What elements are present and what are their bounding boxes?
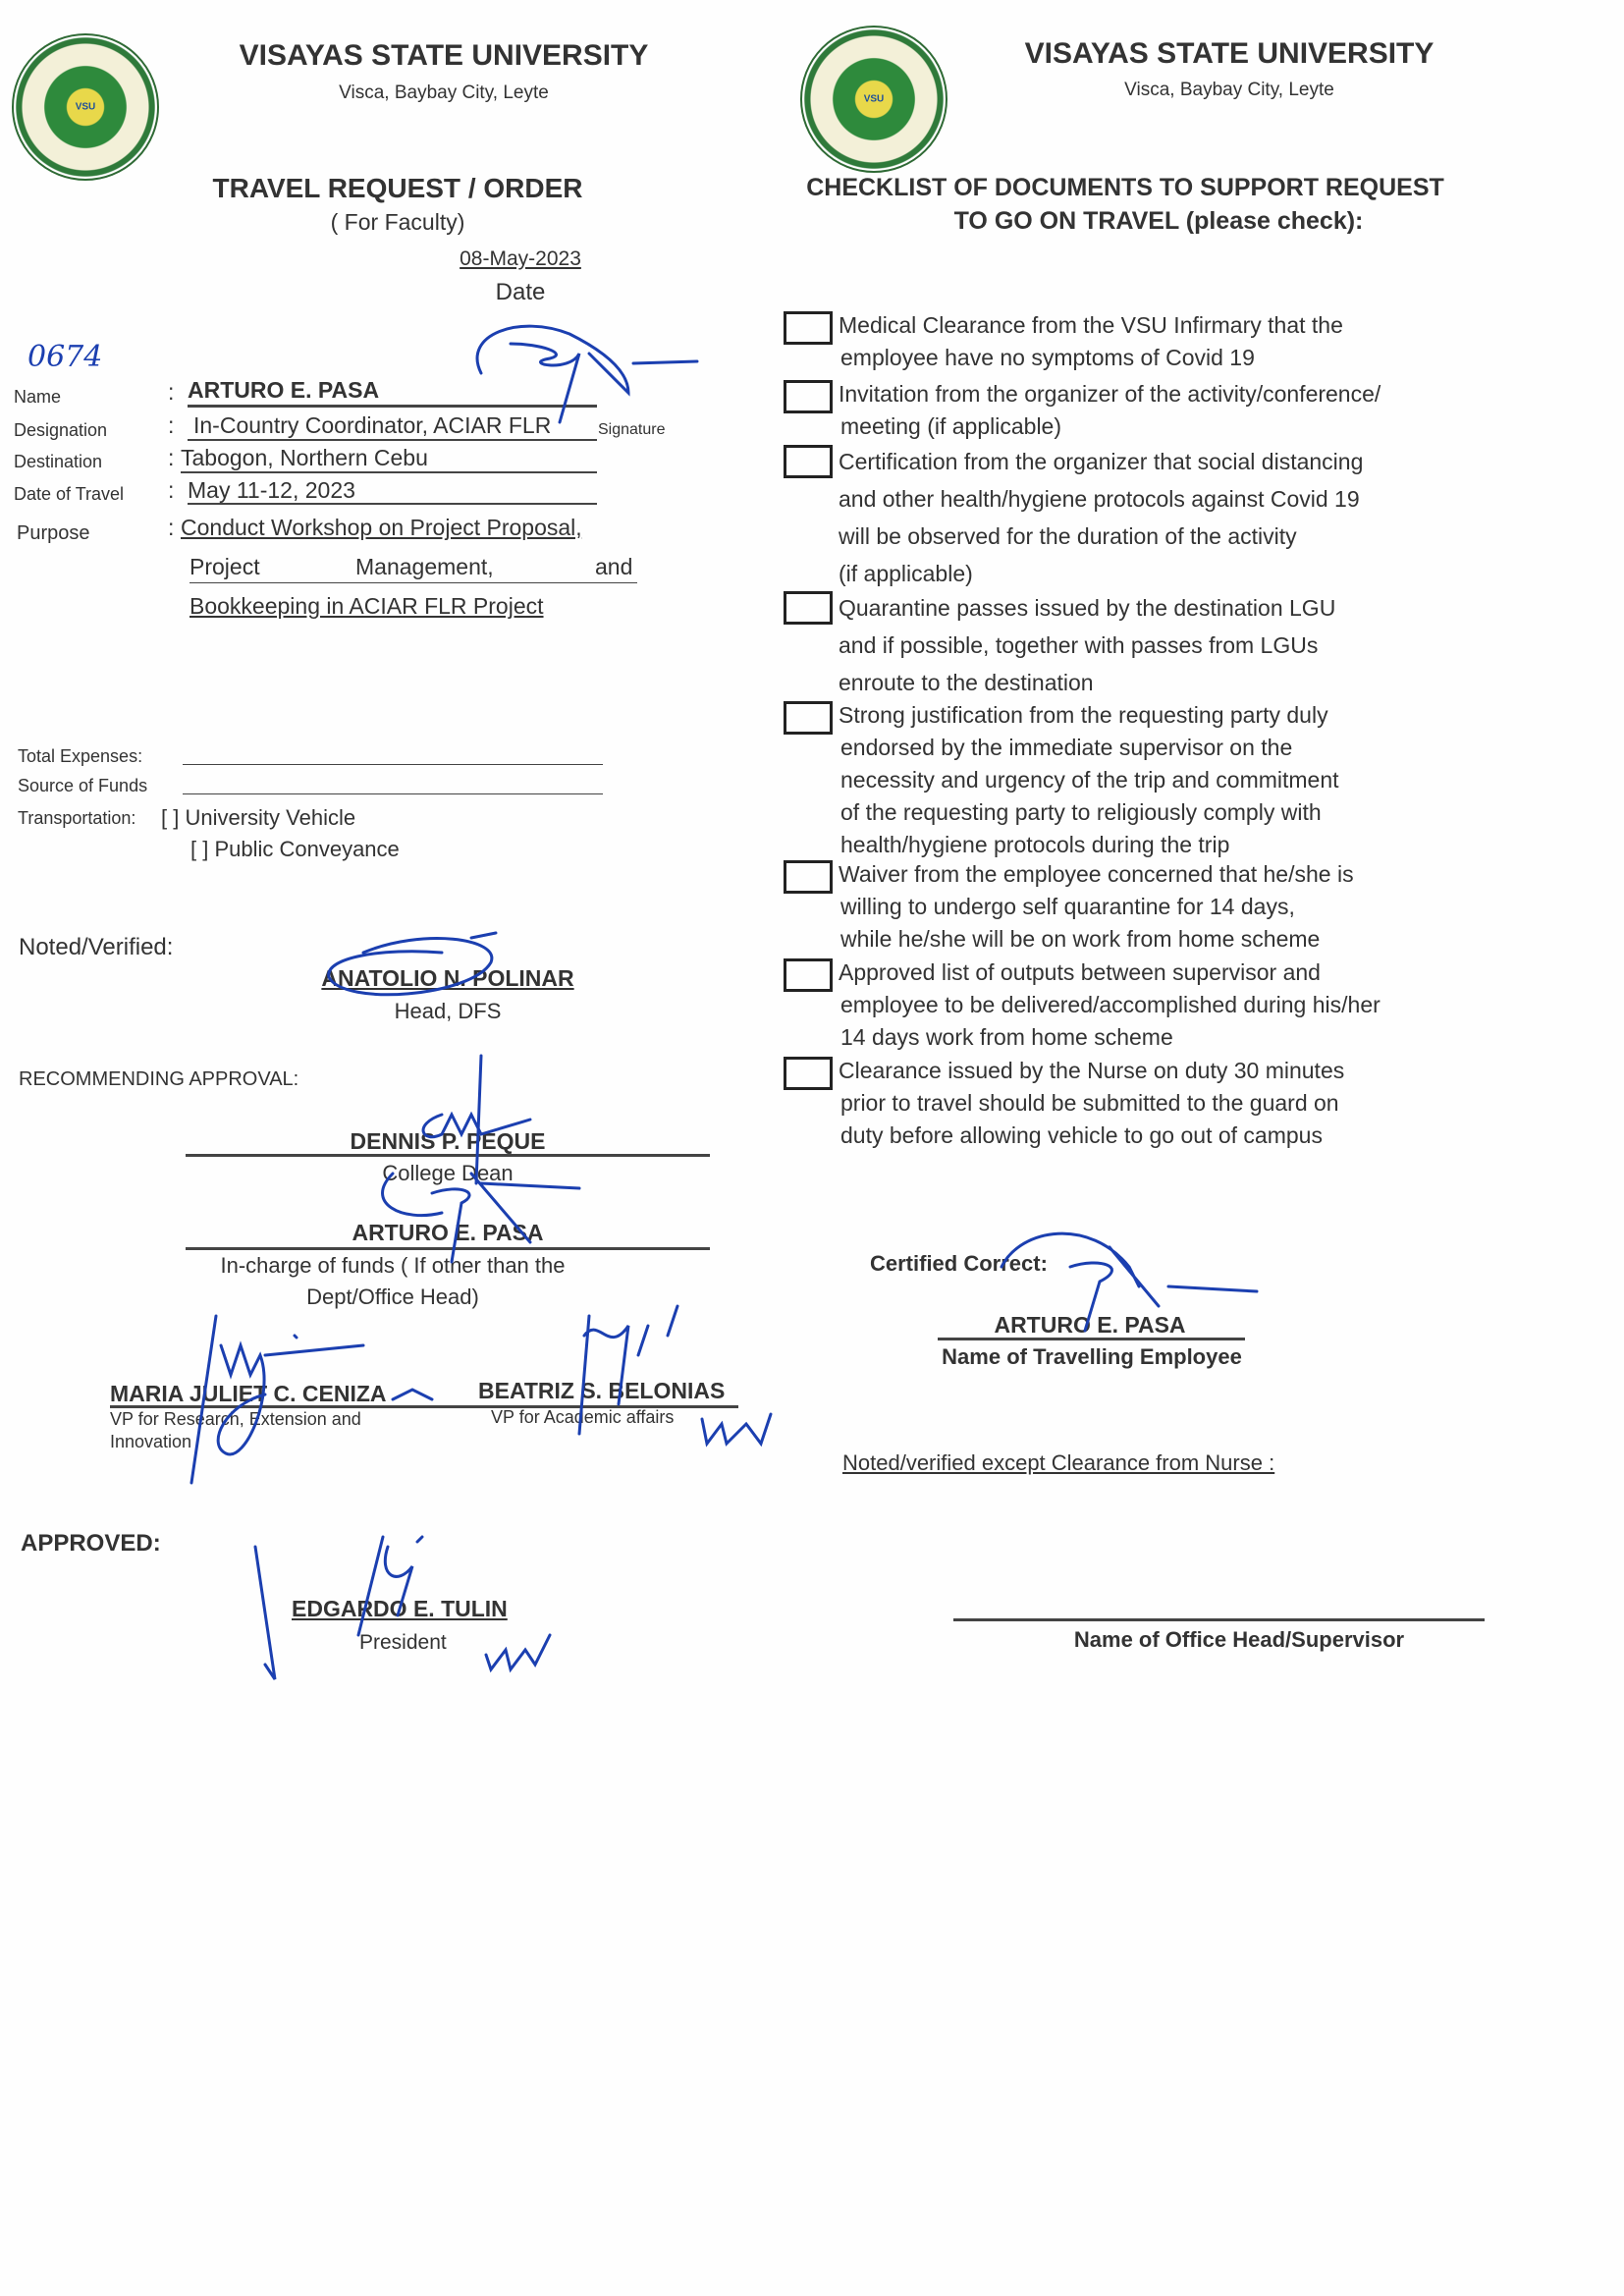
source-of-funds-field[interactable] [183,793,603,794]
approved-label: APPROVED: [21,1530,161,1557]
checklist-item-line: duty before allowing vehicle to go out of campus [840,1122,1323,1148]
name-value: ARTURO E. PASA [188,377,380,403]
purpose-line-3: Bookkeeping in ACIAR FLR Project [189,593,544,619]
signature-applicant [461,314,707,422]
checklist-checkbox[interactable] [784,311,833,345]
checklist-title-1: CHECKLIST OF DOCUMENTS TO SUPPORT REQUEST [806,174,1444,201]
checklist-item-line: prior to travel should be submitted to the guard on [840,1090,1339,1116]
checklist-item-line: will be observed for the duration of the activity [839,523,1297,549]
purpose-line-1: Conduct Workshop on Project Proposal, [181,515,582,540]
purpose-line-2a: Project [189,554,260,579]
funds-name: ARTURO E. PASA [352,1220,544,1245]
purpose-line-2b: Management, [355,554,494,579]
president-title: President [359,1631,447,1654]
transport-university-vehicle[interactable]: [ ] University Vehicle [161,805,356,830]
noted-except-label: Noted/verified except Clearance from Nurse : [842,1450,1275,1475]
signature-pasa-funds [363,1144,579,1272]
purpose-line-2c: and [595,554,633,579]
date-label: Date [495,279,546,305]
university-name: VISAYAS STATE UNIVERSITY [239,39,649,72]
supervisor-signature-line[interactable] [953,1618,1485,1621]
checklist-item-line: and if possible, together with passes from LGUs [839,632,1319,658]
checklist-checkbox[interactable] [784,591,833,625]
checklist-item-line: while he/she will be on work from home scheme [840,926,1321,952]
vp1-title-1: VP for Research, Extension and [110,1409,361,1429]
checklist-item [839,858,1354,956]
name-label: Name [14,387,62,407]
vp2-title: VP for Academic affairs [491,1407,675,1427]
university-name-right: VISAYAS STATE UNIVERSITY [1024,37,1435,70]
funds-title-1: In-charge of funds ( If other than the [220,1253,566,1278]
university-seal-right: VSU [800,26,947,173]
purpose-label: Purpose [17,522,90,544]
checklist-item-line: employee to be delivered/accomplished during his/her [840,992,1380,1017]
signature-label: Signature [598,421,666,438]
checklist-item-line: and other health/hygiene protocols against Covid 19 [839,486,1360,512]
checklist-item-line: Medical Clearance from the VSU Infirmary that the [839,312,1343,338]
noted-label: Noted/Verified: [19,934,174,960]
checklist-item-line: Certification from the organizer that social distancing [839,449,1364,474]
employee-name: ARTURO E. PASA [994,1312,1186,1338]
checklist-item-line: health/hygiene protocols during the trip [840,832,1230,857]
checklist-item [839,1055,1344,1152]
recommending-label: RECOMMENDING APPROVAL: [19,1068,299,1090]
university-seal-left: VSU [12,33,159,181]
signature-belonias [550,1296,776,1463]
checklist-item [839,443,1363,592]
checklist-item-line: 14 days work from home scheme [840,1024,1173,1050]
certified-label: Certified Correct: [870,1251,1048,1276]
form-subtitle: ( For Faculty) [330,209,465,235]
travel-request-document: VSU VISAYAS STATE UNIVERSITY Visca, Baybay City, Leyte TRAVEL REQUEST / ORDER ( For Faculty) 08-May-2023 Date 0674 Name : ARTURO E. PASA Designation : In-Country Coordinator, ACIAR FLR Signature Destination : Tabogon, Northern Cebu Date of Travel : May 11-12, 2023 Purpose : Conduct Workshop on Project Proposal, Project Management, and Bookkeeping in ACIAR FLR Project Total Expenses: Source of Funds Transportation: [ ] University Vehicle [ ] Public Conveyance Noted/Verified: ANATOLIO N. POLINAR Head, DFS RECOMMENDING APPROVAL: DENNIS P. PEQUE College Dean ARTURO E. PASA In-charge of funds ( If other than the Dept/Office Head) MARIA JULIET C. CENIZA BEATRIZ S. BELONIAS VP for Research, Extension and Innovation VP for Academic affairs APPROVED: EDGARDO E. TULIN President VSU VISAYAS STATE UNIVERSITY Visca, Baybay City, Leyte CHECKLIST OF DOCUMENTS TO SUPPORT REQUEST TO GO ON TRAVEL (please check): Medical Clearance from the VSU Infirmary that the employee have no symptoms of Covid 19 Invitation from the organizer of the activity/conference/ meeting (if applicable) Certification from the organizer that social distancing and other health/hygiene protocols against Covid 19 will be observed for the duration of the activity (if applicable) Quarantine passes issued by the destination LGU and if possible, together with passes from LGUs enroute to the destination Strong justification from the requesting party duly endorsed by the immediate supervisor on the necessity and urgency of the trip and commitment of the requesting party to religiously comply with health/hygiene protocols during the trip Waiver from the employee concerned that he/she is willing to undergo self quarantine for 14 days, while he/she will be on work from home scheme Approved list of outputs between supervisor and employee to be delivered/accomplished during his/her 14 days work from home scheme Clearance issued by the Nurse on duty 30 minutes prior to travel should be submitted to the guard on duty before allowing vehicle to go out of campus Certified Correct: ARTURO E. PASA Name of Travelling Employee Noted/verified except Clearance from Nurse : Name of Office Head/Supervisor [0,0,1624,2296]
checklist-item-line: (if applicable) [839,561,973,586]
checklist-checkbox[interactable] [784,380,833,413]
supervisor-caption: Name of Office Head/Supervisor [1073,1627,1405,1652]
date-value: 08-May-2023 [460,247,581,270]
funds-title-2: Dept/Office Head) [306,1285,479,1309]
checklist-item-line: of the requesting party to religiously comply with [840,799,1322,825]
president-name: EDGARDO E. TULIN [292,1596,508,1621]
checklist-item [839,589,1335,701]
date-of-travel-value: May 11-12, 2023 [188,477,355,503]
checklist-item-line: Clearance issued by the Nurse on duty 30 minutes [839,1058,1345,1083]
checklist-item-line: employee have no symptoms of Covid 19 [840,345,1255,370]
checklist-item-line: Strong justification from the requesting party duly [839,702,1328,728]
checklist-item [839,378,1380,443]
signature-ceniza [187,1316,442,1483]
dean-title: College Dean [382,1161,514,1185]
destination-label: Destination [14,452,103,471]
noted-title: Head, DFS [394,999,502,1023]
date-of-travel-label: Date of Travel [14,484,125,504]
vp1-title-2: Innovation [110,1432,192,1451]
checklist-item-line: Approved list of outputs between supervisor and [839,959,1321,985]
designation-label: Designation [14,420,108,440]
checklist-item [839,957,1380,1054]
checklist-item [839,699,1339,861]
checklist-item [839,309,1343,374]
transportation-label: Transportation: [18,808,136,828]
vp2-name: BEATRIZ S. BELONIAS [478,1378,726,1403]
transport-public-conveyance[interactable]: [ ] Public Conveyance [190,837,400,861]
vp1-name: MARIA JULIET C. CENIZA [110,1381,387,1406]
signature-polinar [324,928,520,1016]
checklist-item-line: meeting (if applicable) [840,413,1062,439]
control-number: 0674 [27,340,103,374]
signature-certified [992,1228,1267,1336]
total-expenses-label: Total Expenses: [18,746,143,766]
checklist-checkbox[interactable] [784,701,833,735]
total-expenses-field[interactable] [183,764,603,765]
checklist-title-2: TO GO ON TRAVEL (please check): [953,207,1364,235]
employee-caption: Name of Travelling Employee [942,1344,1242,1369]
checklist-checkbox[interactable] [784,860,833,894]
checklist-item-line: Invitation from the organizer of the activity/conference/ [839,381,1381,407]
source-of-funds-label: Source of Funds [18,776,148,795]
checklist-item-line: necessity and urgency of the trip and commitment [840,767,1339,793]
signature-tulin [250,1527,565,1684]
checklist-item-line: Waiver from the employee concerned that he/she is [839,861,1354,887]
checklist-item-line: willing to undergo self quarantine for 14 days, [840,894,1295,919]
designation-value: In-Country Coordinator, ACIAR FLR [193,412,552,438]
dean-name: DENNIS P. PEQUE [350,1128,546,1154]
noted-name: ANATOLIO N. POLINAR [321,965,574,991]
checklist-item-line: Quarantine passes issued by the destination LGU [839,595,1336,621]
form-title: TRAVEL REQUEST / ORDER [212,173,583,203]
checklist-checkbox[interactable] [784,445,833,478]
destination-value: Tabogon, Northern Cebu [181,445,428,470]
checklist-item-line: endorsed by the immediate supervisor on the [840,735,1293,760]
university-address-right: Visca, Baybay City, Leyte [1124,80,1334,100]
checklist-checkbox[interactable] [784,1057,833,1090]
checklist-item-line: enroute to the destination [839,670,1094,695]
university-address: Visca, Baybay City, Leyte [339,82,549,103]
checklist-checkbox[interactable] [784,958,833,992]
